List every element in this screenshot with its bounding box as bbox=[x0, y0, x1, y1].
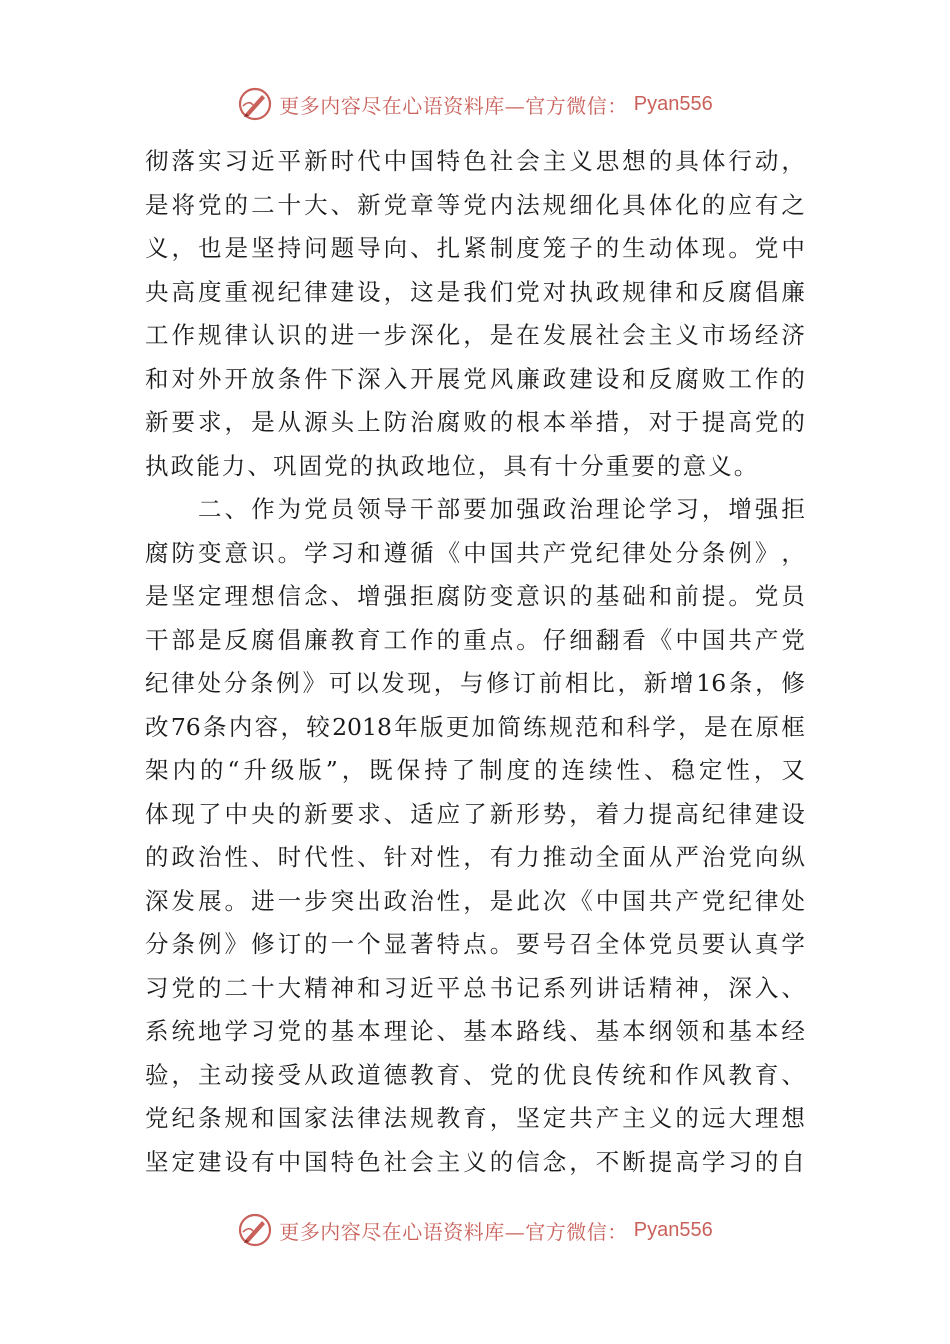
text-line: 改 76 条 内 容 ， 较 2018 年 版 更 加 简 练 规 范 和 科 学 ， 是 在 原 框 bbox=[145, 712, 805, 741]
text-line: 分 条 例 》 修 订 的 一 个 显 著 特 点 。 要 号 召 全 体 党 员 要 认 真 学 bbox=[145, 930, 805, 958]
text-line: 新 要 求 ， 是 从 源 头 上 防 治 腐 败 的 根 本 举 措 ， 对 于 提 高 党 的 bbox=[145, 408, 805, 436]
text-line: 纪 律 处 分 条 例 》 可 以 发 现 ， 与 修 订 前 相 比 ， 新 增 16 条 ， 修 bbox=[145, 669, 805, 697]
header-banner-text: 更多内容尽在心语资料库—官方微信： bbox=[279, 93, 628, 118]
text-line: 腐 防 变 意 识 。 学 习 和 遵 循 《 中 国 共 产 党 纪 律 处 分 条 例 》 ， bbox=[145, 538, 805, 567]
text-line: 是 坚 定 理 想 信 念 、 增 强 拒 腐 防 变 意 识 的 基 础 和 前 提 。 党 员 bbox=[145, 582, 805, 610]
text-line: 义 ， 也 是 坚 持 问 题 导 向 、 扎 紧 制 度 笼 子 的 生 动 体 现 。 党 中 bbox=[145, 234, 805, 262]
text-line: 深 发 展 。 进 一 步 突 出 政 治 性 ， 是 此 次 《 中 国 共 产 党 纪 律 处 bbox=[145, 886, 805, 915]
text-line: 坚 定 建 设 有 中 国 特 色 社 会 主 义 的 信 念 ， 不 断 提 高 学 习 的 自 bbox=[145, 1147, 805, 1176]
document-body bbox=[145, 140, 805, 1184]
text-line: 党 纪 条 规 和 国 家 法 律 法 规 教 育 ， 坚 定 共 产 主 义 的 远 大 理 想 bbox=[145, 1104, 805, 1132]
text-line: 架 内 的 “ 升 级 版 ” ， 既 保 持 了 制 度 的 连 续 性 、 稳 定 性 ， 又 bbox=[145, 756, 805, 784]
text-line: 干 部 是 反 腐 倡 廉 教 育 工 作 的 重 点 。 仔 细 翻 看 《 中 国 共 产 党 bbox=[145, 625, 805, 654]
text-line: 和 对 外 开 放 条 件 下 深 入 开 展 党 风 廉 政 建 设 和 反 腐 败 工 作 的 bbox=[145, 364, 805, 393]
footer-banner-text: 更多内容尽在心语资料库—官方微信： bbox=[279, 1219, 628, 1244]
text-line: 体 现 了 中 央 的 新 要 求 、 适 应 了 新 形 势 ， 着 力 提 高 纪 律 建 设 bbox=[145, 799, 805, 828]
text-line: 执政能力、巩固党的执政地位，具有十分重要的意义。 bbox=[145, 451, 760, 480]
text-line: 央 高 度 重 视 纪 律 建 设 ， 这 是 我 们 党 对 执 政 规 律 和 反 腐 倡 廉 bbox=[145, 277, 805, 306]
footer-banner-id: Pyan556 bbox=[633, 1218, 713, 1241]
text-line: 工 作 规 律 认 识 的 进 一 步 深 化 ， 是 在 发 展 社 会 主 义 市 场 经 济 bbox=[145, 321, 805, 349]
text-line: 是 将 党 的 二 十 大 、 新 党 章 等 党 内 法 规 细 化 具 体 化 的 应 有 之 bbox=[145, 190, 805, 219]
pen-logo-icon bbox=[237, 86, 273, 122]
header-watermark-banner bbox=[0, 82, 950, 126]
footer-watermark-banner bbox=[0, 1208, 950, 1252]
text-line: 彻 落 实 习 近 平 新 时 代 中 国 特 色 社 会 主 义 思 想 的 具 体 行 动 ， bbox=[145, 147, 805, 175]
text-line: 二 、 作 为 党 员 领 导 干 部 要 加 强 政 治 理 论 学 习 ， 增 强 拒 bbox=[198, 495, 805, 523]
text-line: 的 政 治 性 、 时 代 性 、 针 对 性 ， 有 力 推 动 全 面 从 严 治 党 向 纵 bbox=[145, 843, 805, 871]
text-line: 验 ， 主 动 接 受 从 政 道 德 教 育 、 党 的 优 良 传 统 和 作 风 教 育 、 bbox=[145, 1060, 805, 1089]
text-line: 习 党 的 二 十 大 精 神 和 习 近 平 总 书 记 系 列 讲 话 精 神 ， 深 入 、 bbox=[145, 973, 805, 1002]
pen-logo-icon bbox=[237, 1212, 273, 1248]
text-line: 系 统 地 学 习 党 的 基 本 理 论 、 基 本 路 线 、 基 本 纲 领 和 基 本 经 bbox=[145, 1017, 805, 1045]
header-banner-id: Pyan556 bbox=[633, 92, 713, 115]
